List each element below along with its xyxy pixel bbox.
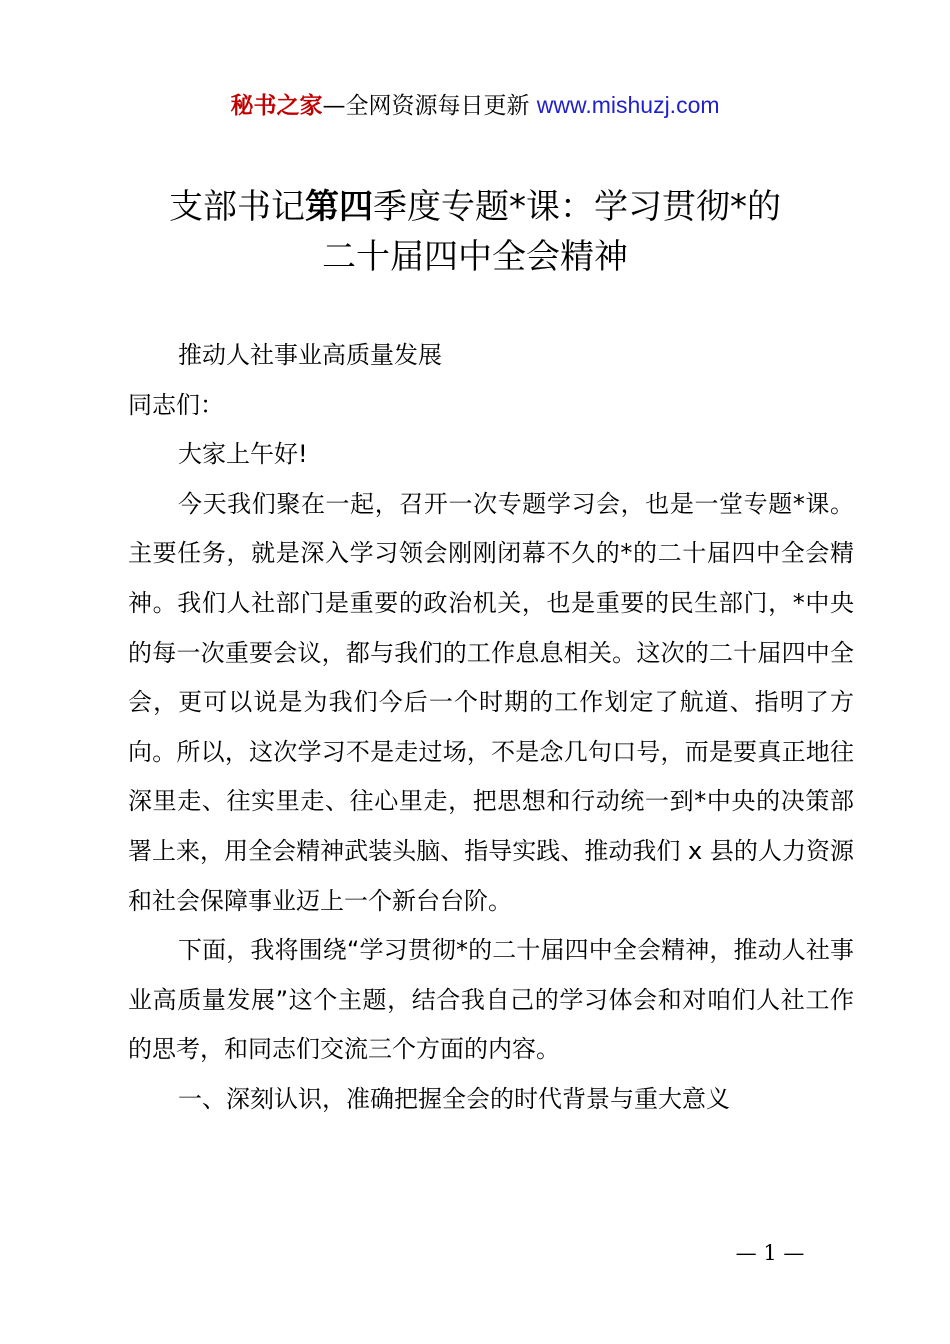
- subtitle: 推动人社事业高质量发展: [178, 341, 442, 369]
- title-line-1: [0, 182, 950, 232]
- paragraph-1: 今天我们聚在一起，召开一次专题学习会，也是一堂专题*课。主要任务，就是深入学习领会刚刚闭幕不久的*的二十届四中全会精神。我们人社部门是重要的政治机关，也是重要的民生部门，*中央的每一次重要会议，都与我们的工作息息相关。这次的二十届四中全会，更可以说是为我们今后一个时期的工作划定了航道、指明了方向。所以，这次学习不是走过场，不是念几句口号，而是要真正地往深里走、往实里走、往心里走，把思想和行动统一到*中央的决策部署上来，用全会精神武装头脑、指导实践、推动我们 x 县的人力资源和社会保障事业迈上一个新台台阶。: [128, 489, 854, 915]
- title-line-1-part-1: 支部书记: [169, 187, 305, 227]
- title-line-2: 二十届四中全会精神: [322, 237, 628, 277]
- site-header: [0, 88, 950, 123]
- salutation: 同志们：: [128, 390, 224, 419]
- page-number: — 1 —: [735, 1241, 805, 1265]
- section-1-heading: 一、深刻认识，准确把握全会的时代背景与重大意义: [178, 1084, 730, 1113]
- paragraph-2: 下面，我将围绕“学习贯彻*的二十届四中全会精神，推动人社事业高质量发展”这个主题，结合我自己的学习体会和对咱们人社工作的思考，和同志们交流三个方面的内容。: [128, 936, 854, 1064]
- header-slogan: —全网资源每日更新: [322, 93, 537, 119]
- greeting: 大家上午好!: [178, 440, 308, 469]
- brand-name: 秘书之家: [230, 93, 323, 119]
- document-title: [0, 182, 950, 282]
- document-body: [128, 331, 854, 1125]
- title-line-1-part-2: 季度专题*课：学习贯彻*的: [373, 187, 781, 227]
- site-url-link[interactable]: www.mishuzj.com: [536, 92, 720, 118]
- title-line-1-bold: 第四: [305, 187, 373, 227]
